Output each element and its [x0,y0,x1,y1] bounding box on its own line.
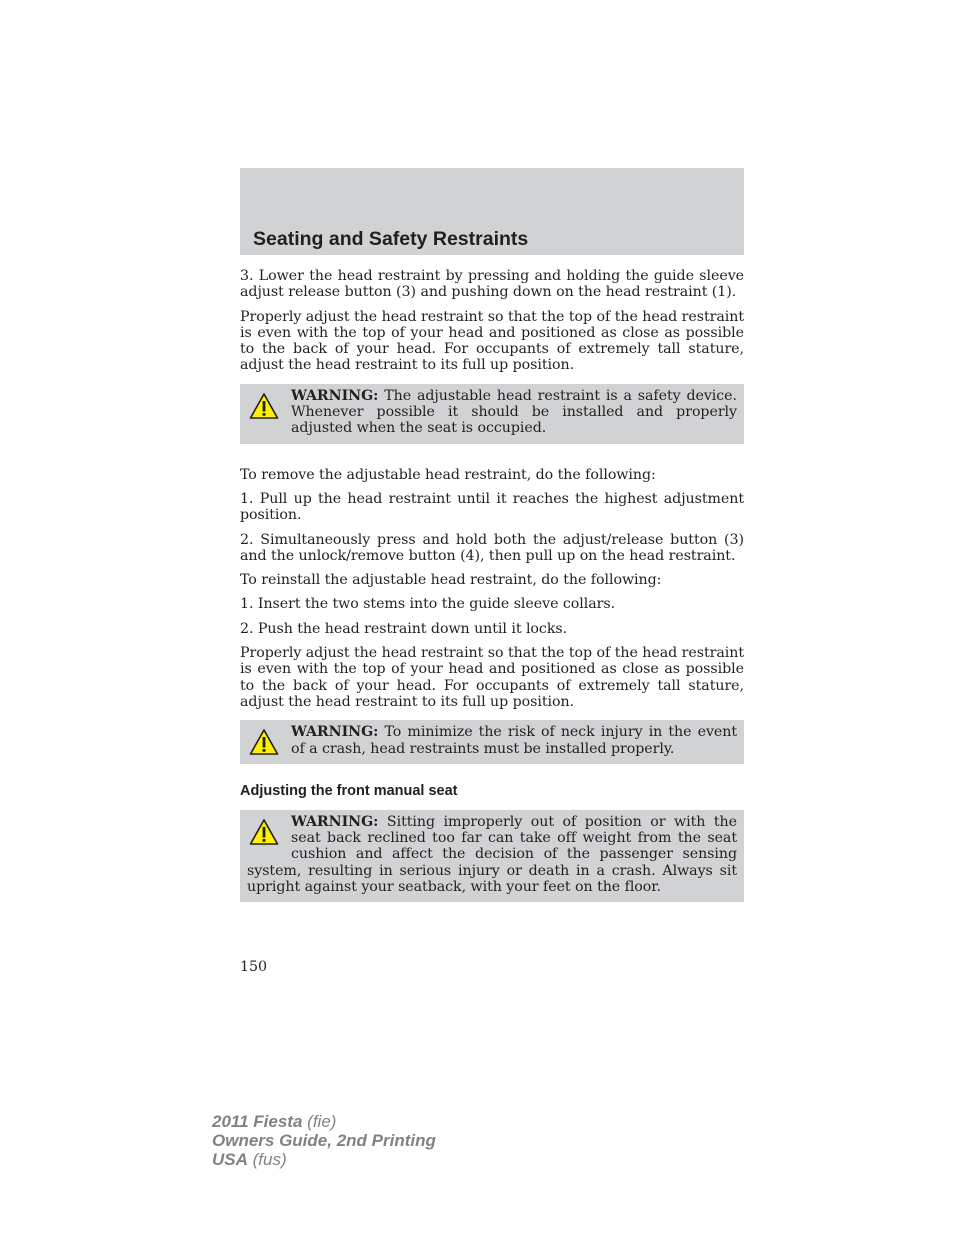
paragraph-reinstall-intro: To reinstall the adjustable head restraint, do the following: [240,572,662,589]
paragraph-remove-step-2: 2. Simultaneously press and hold both the adjust/release button (3) and the unlock/remove button (4), then pull up on the head restraint. [240,531,744,564]
warning-triangle-icon [249,392,279,420]
footer-model: 2011 Fiesta [212,1112,303,1131]
subheading-front-manual-seat: Adjusting the front manual seat [240,782,458,799]
footer-market: USA [212,1150,248,1169]
footer-model-code: (fie) [307,1112,337,1131]
paragraph-adjust-restraint-2: Properly adjust the head restraint so that the top of the head restraint is even with the top of your head and positioned as close as possible to the back of your head. For occupants of extremely tall stature, adjust the head restraint to its full up position. [240,645,744,710]
section-header-band [240,168,744,255]
warning-box-safety-device [240,384,744,444]
section-title: Seating and Safety Restraints [253,228,529,250]
warning-box-neck-injury [240,720,744,764]
document-footer [212,1112,436,1169]
paragraph-reinstall-step-2: 2. Push the head restraint down until it locks. [240,620,568,637]
warning-box-seat-position [240,810,744,902]
footer-market-code: (fus) [252,1150,287,1169]
warning-label: WARNING: [291,387,379,404]
paragraph-reinstall-step-1: 1. Insert the two stems into the guide sleeve collars. [240,596,616,613]
warning-triangle-icon [249,728,279,756]
warning-text: Sitting improperly out of position or with the seat back reclined too far can take off weight from the seat cushion and affect the decision of the passenger sensing system, resulting in serious injury or death in a crash. Always sit upright against your seatback, with your feet on the floor. [247,813,737,896]
paragraph-adjust-restraint: Properly adjust the head restraint so that the top of the head restraint is even with the top of your head and positioned as close as possible to the back of your head. For occupants of extremely tall stature, adjust the head restraint to its full up position. [240,308,744,374]
paragraph-remove-step-1: 1. Pull up the head restraint until it reaches the highest adjustment position. [240,490,744,524]
paragraph-lower-restraint: 3. Lower the head restraint by pressing and holding the guide sleeve adjust release button (3) and pushing down on the head restraint (1). [240,268,744,301]
page-number: 150 [240,959,268,975]
footer-edition: Owners Guide, 2nd Printing [212,1131,436,1150]
warning-label: WARNING: [291,724,379,741]
page-content [240,268,744,925]
warning-label: WARNING: [291,813,379,830]
warning-text: To minimize the risk of neck injury in the event of a crash, head restraints must be installed properly. [291,724,738,757]
warning-text: The adjustable head restraint is a safety device. Whenever possible it should be installed and properly adjusted when the seat is occupied. [291,387,737,437]
paragraph-remove-intro: To remove the adjustable head restraint, do the following: [240,466,656,483]
warning-triangle-icon [249,818,279,846]
